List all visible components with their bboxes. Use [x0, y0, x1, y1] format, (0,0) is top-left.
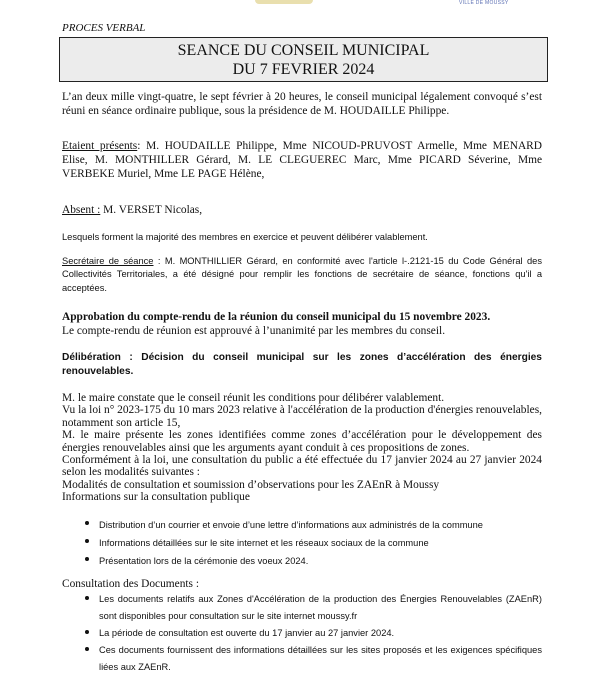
body-line: Conformément à la loi, une consultation du public a été effectuée du 17 janvier 2024 au 27 janvier 2024 selon les modalités suivantes :	[62, 454, 542, 479]
documents-bullet-list	[62, 591, 542, 675]
secretary-text: : M. MONTHILLIER Gérard, en conformité avec l'article l-.2121-15 du Code Général des Collectivités Territoriales, a été désigné pour remplir les fonctions de secrétaire de séance, fonctions qu'il a acceptées.	[62, 256, 543, 293]
absent-paragraph	[62, 203, 542, 217]
list-item: Informations détaillées sur le site internet et les réseaux sociaux de la commune	[62, 534, 542, 552]
list-item: La période de consultation est ouverte du 17 janvier au 27 janvier 2024.	[62, 625, 542, 642]
body-line: Informations sur la consultation publique	[62, 491, 250, 504]
body-line: Vu la loi n° 2023-175 du 10 mars 2023 relative à l'accélération de la production d'énergies renouvelables, notamment son article 15,	[62, 404, 543, 429]
approval-text: Le compte-rendu de réunion est approuvé à l’unanimité par les membres du conseil.	[62, 325, 446, 337]
body-line: Modalités de consultation et soumission d’observations pour les ZAEnR à Moussy	[62, 478, 440, 491]
info-bullet-list	[62, 516, 542, 570]
present-label: Etaient présents	[62, 140, 138, 152]
list-item: Présentation lors de la cérémonie des voeux 2024.	[62, 552, 542, 570]
bullet-icon	[85, 539, 89, 543]
approval-section	[62, 310, 542, 338]
approval-heading: Approbation du compte-rendu de la réunion du conseil municipal du 15 novembre 2023.	[62, 311, 491, 323]
bullet-icon	[85, 630, 89, 634]
deliberation-title: Décision du conseil municipal sur les zones d’accélération des énergies renouvelables.	[62, 352, 542, 377]
intro-paragraph: L’an deux mille vingt-quatre, le sept février à 20 heures, le conseil municipal légalement convoqué s’est réuni en séance ordinaire publique, sous la présidence de M. HOUDAILLE Philippe.	[62, 91, 542, 117]
logo-banner	[255, 0, 313, 4]
title-line-2: DU 7 FEVRIER 2024	[232, 61, 375, 78]
body-line: M. le maire constate que le conseil réunit les conditions pour délibérer valablement.	[62, 392, 445, 404]
title-line-1: SEANCE DU CONSEIL MUNICIPAL	[177, 42, 430, 59]
list-item: Ces documents fournissent des informations détaillées sur les sites proposés et les exigences spécifiques liées aux ZAEnR.	[62, 642, 542, 675]
document-type-label: PROCES VERBAL	[62, 22, 146, 34]
absent-text: M. VERSET Nicolas,	[100, 204, 203, 216]
bullet-icon	[85, 557, 89, 561]
title-box	[59, 37, 548, 82]
bullet-icon	[85, 647, 89, 651]
body-line: M. le maire présente les zones identifiées comme zones d’accélération pour le développement des énergies renouvelables ainsi que les arguments ayant conduit à ces propositions de zones.	[62, 429, 542, 454]
secretary-paragraph	[62, 255, 542, 295]
deliberation-body	[62, 392, 542, 504]
list-item: Les documents relatifs aux Zones d'Accélération de la production des Énergies Renouvelables (ZAEnR) sont disponibles pour consultation sur le site internet moussy.fr	[62, 591, 542, 625]
deliberation-label: Délibération :	[62, 352, 133, 363]
absent-label: Absent :	[62, 204, 101, 216]
logo-small-text: VILLE DE MOUSSY	[459, 0, 509, 6]
consultation-heading: Consultation des Documents :	[62, 578, 199, 590]
present-paragraph	[62, 139, 542, 181]
present-list: : M. HOUDAILLE Philippe, Mme NICOUD-PRUVOST Armelle, Mme MENARD Elise, M. MONTHILLER Gérard, M. LE CLEGUEREC Marc, Mme PICARD Séverine, Mme VERBEKE Muriel, Mme LE PAGE Hélène,	[62, 140, 543, 180]
secretary-label: Secrétaire de séance	[62, 256, 154, 266]
list-item: Distribution d’un courrier et envoie d’une lettre d’informations aux administrés de la commune	[62, 516, 542, 534]
deliberation-heading	[62, 351, 542, 379]
quorum-paragraph: Lesquels forment la majorité des membres en exercice et peuvent délibérer valablement.	[62, 232, 428, 242]
bullet-icon	[85, 596, 89, 600]
bullet-icon	[85, 521, 89, 525]
